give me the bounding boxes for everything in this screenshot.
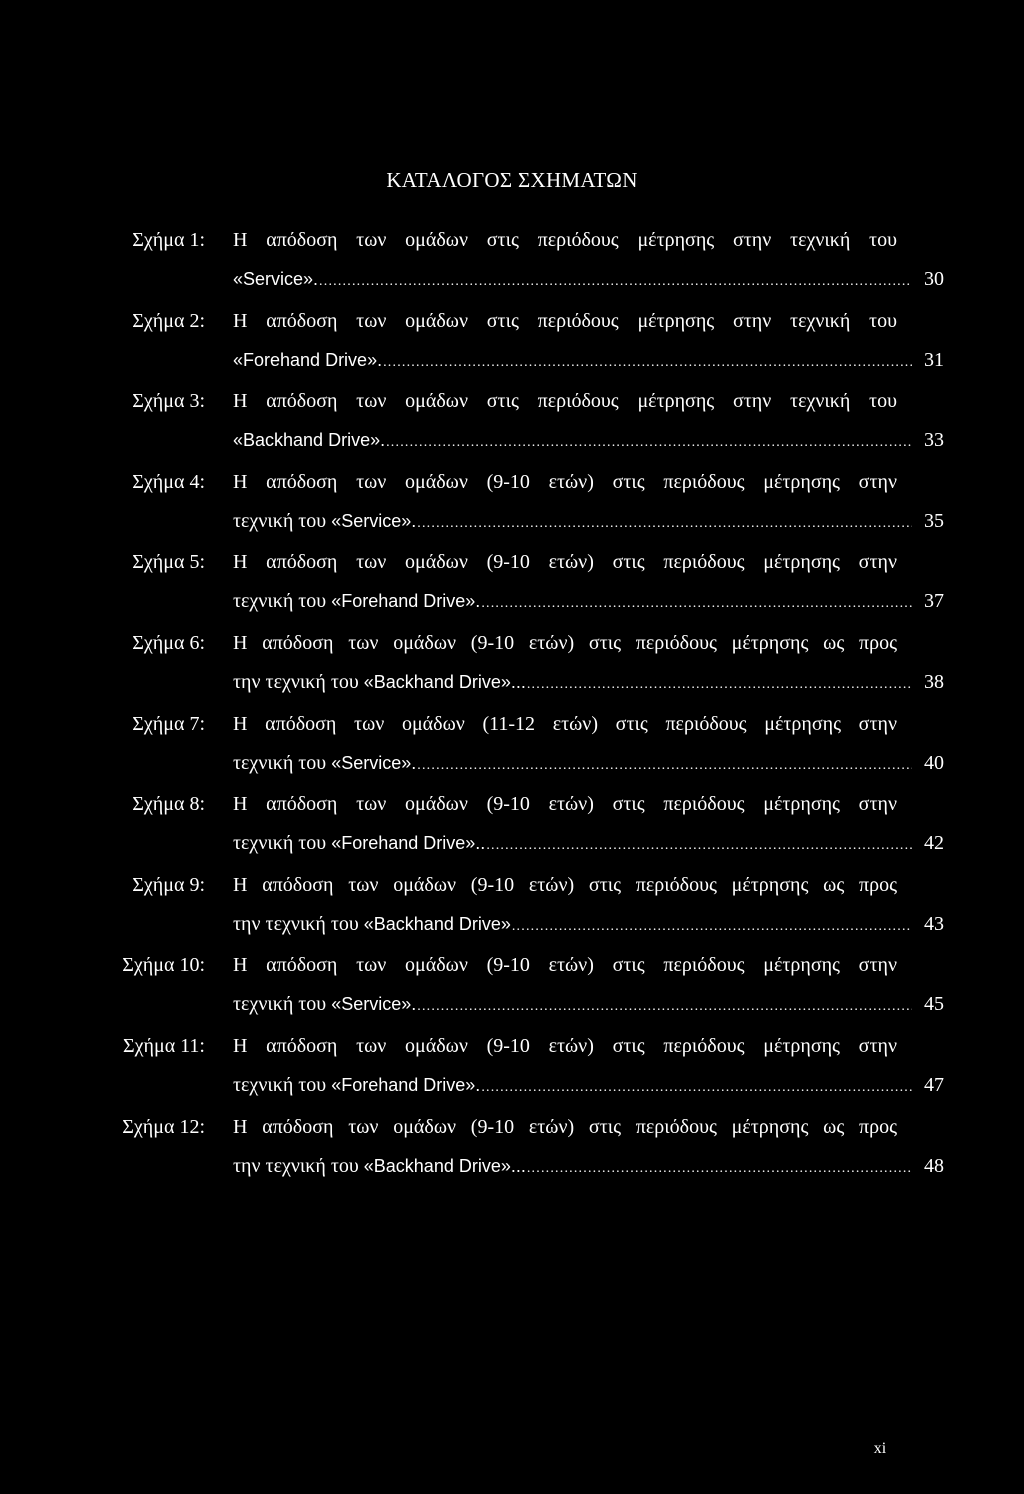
caption-greek: τεχνική του bbox=[233, 509, 332, 532]
figure-caption-line1: Η απόδοση των ομάδων (9-10 ετών) στις περιόδους μέτρησης στην bbox=[233, 954, 897, 977]
page-reference: 30 bbox=[924, 268, 944, 290]
caption-term: «Backhand Drive»... bbox=[363, 1155, 526, 1176]
toc-entry-6[interactable] bbox=[0, 625, 1024, 706]
figure-caption-line1: Η απόδοση των ομάδων (9-10 ετών) στις περιόδους μέτρησης στην bbox=[233, 551, 897, 574]
page-reference: 38 bbox=[924, 670, 944, 693]
caption-continuation bbox=[233, 503, 416, 539]
dot-leader bbox=[417, 748, 912, 784]
caption-term: «Service». bbox=[331, 752, 417, 773]
list-of-figures bbox=[0, 222, 1024, 1189]
caption-term: «Forehand Drive». bbox=[233, 349, 383, 370]
caption-continuation bbox=[233, 1067, 480, 1103]
dot-leader bbox=[512, 909, 912, 945]
figure-label: Σχήμα 11: bbox=[123, 1034, 205, 1057]
figure-caption-line2 bbox=[233, 745, 944, 784]
caption-greek: τεχνική του bbox=[233, 751, 332, 774]
toc-entry-4[interactable] bbox=[0, 464, 1024, 545]
figure-caption-line2 bbox=[233, 583, 944, 622]
figure-caption-line2 bbox=[233, 986, 944, 1025]
dot-leader bbox=[527, 1151, 912, 1187]
dot-leader bbox=[417, 506, 912, 542]
figure-label: Σχήμα 3: bbox=[132, 390, 205, 413]
toc-entry-12[interactable] bbox=[0, 1109, 1024, 1190]
page-number: xi bbox=[873, 1440, 887, 1457]
figure-caption-line2 bbox=[233, 906, 944, 945]
page-reference: 37 bbox=[924, 590, 944, 613]
toc-entry-11[interactable] bbox=[0, 1028, 1024, 1109]
figure-label: Σχήμα 7: bbox=[132, 712, 205, 735]
caption-continuation bbox=[233, 906, 511, 942]
figure-caption-line2 bbox=[233, 1067, 944, 1106]
figure-label: Σχήμα 5: bbox=[132, 551, 205, 574]
figure-caption-line2 bbox=[233, 261, 944, 300]
toc-entry-2[interactable] bbox=[0, 303, 1024, 384]
caption-term: «Backhand Drive»... bbox=[363, 671, 526, 692]
caption-greek: τεχνική του bbox=[233, 590, 332, 613]
dot-leader bbox=[481, 586, 912, 622]
caption-continuation bbox=[233, 825, 485, 861]
figure-caption-line2 bbox=[233, 825, 944, 864]
caption-continuation bbox=[233, 986, 416, 1022]
caption-term: «Backhand Drive» bbox=[363, 913, 511, 934]
figure-caption-line2 bbox=[233, 1148, 944, 1187]
caption-continuation bbox=[233, 664, 526, 700]
figure-caption-line1: Η απόδοση των ομάδων στις περιόδους μέτρησης στην τεχνική του bbox=[233, 229, 897, 251]
caption-greek: τεχνική του bbox=[233, 993, 332, 1016]
caption-greek: τεχνική του bbox=[233, 832, 332, 855]
figure-label: Σχήμα 2: bbox=[132, 309, 205, 332]
page-reference: 43 bbox=[924, 912, 944, 935]
toc-entry-7[interactable] bbox=[0, 706, 1024, 787]
toc-entry-10[interactable] bbox=[0, 947, 1024, 1028]
dot-leader bbox=[383, 345, 912, 381]
figure-caption-line2 bbox=[233, 664, 944, 703]
caption-term: «Service». bbox=[233, 269, 319, 289]
figure-label: Σχήμα 4: bbox=[132, 470, 205, 493]
caption-continuation bbox=[233, 422, 385, 458]
figure-caption-line1: Η απόδοση των ομάδων στις περιόδους μέτρησης στην τεχνική του bbox=[233, 390, 897, 413]
figure-label: Σχήμα 12: bbox=[122, 1115, 205, 1138]
figure-label: Σχήμα 1: bbox=[132, 229, 205, 251]
caption-greek: την τεχνική του bbox=[233, 1154, 364, 1177]
page-reference: 35 bbox=[924, 509, 944, 532]
figure-caption-line1: Η απόδοση των ομάδων (9-10 ετών) στις περιόδους μέτρησης στην bbox=[233, 1034, 897, 1057]
caption-greek: τεχνική του bbox=[233, 1073, 332, 1096]
toc-entry-3[interactable] bbox=[0, 383, 1024, 464]
figure-label: Σχήμα 6: bbox=[132, 631, 205, 654]
caption-continuation bbox=[233, 583, 480, 619]
figure-caption-line2 bbox=[233, 422, 944, 461]
page-reference: 42 bbox=[924, 832, 944, 855]
caption-greek: την τεχνική του bbox=[233, 670, 364, 693]
page-reference: 40 bbox=[924, 751, 944, 774]
page-reference: 31 bbox=[924, 348, 944, 371]
dot-leader bbox=[486, 828, 912, 864]
dot-leader bbox=[481, 1070, 912, 1106]
caption-continuation bbox=[233, 1148, 526, 1184]
figure-caption-line1: Η απόδοση των ομάδων (9-10 ετών) στις περιόδους μέτρησης ως προς bbox=[233, 631, 897, 654]
caption-greek: την τεχνική του bbox=[233, 912, 364, 935]
figure-caption-line2 bbox=[233, 503, 944, 542]
page-title: ΚΑΤΑΛΟΓΟΣ ΣΧΗΜΑΤΩΝ bbox=[386, 168, 638, 192]
page-reference: 45 bbox=[924, 993, 944, 1016]
figure-caption-line1: Η απόδοση των ομάδων στις περιόδους μέτρησης στην τεχνική του bbox=[233, 309, 897, 332]
dot-leader bbox=[417, 989, 912, 1025]
caption-term: «Forehand Drive». bbox=[331, 1074, 481, 1095]
caption-term: «Service». bbox=[331, 994, 417, 1015]
figure-label: Σχήμα 8: bbox=[132, 793, 205, 816]
caption-continuation bbox=[233, 261, 318, 297]
toc-entry-5[interactable] bbox=[0, 544, 1024, 625]
figure-caption-line1: Η απόδοση των ομάδων (9-10 ετών) στις περιόδους μέτρησης ως προς bbox=[233, 873, 897, 896]
page-reference: 33 bbox=[924, 429, 944, 452]
figure-label: Σχήμα 10: bbox=[122, 954, 205, 977]
dot-leader bbox=[527, 667, 912, 703]
caption-term: «Backhand Drive». bbox=[233, 430, 386, 451]
caption-term: «Service». bbox=[331, 510, 417, 531]
caption-term: «Forehand Drive». bbox=[331, 591, 481, 612]
toc-entry-9[interactable] bbox=[0, 867, 1024, 948]
figure-caption-line1: Η απόδοση των ομάδων (11-12 ετών) στις περιόδους μέτρησης στην bbox=[233, 712, 897, 735]
toc-entry-8[interactable] bbox=[0, 786, 1024, 867]
page-reference: 47 bbox=[924, 1073, 944, 1096]
figure-caption-line1: Η απόδοση των ομάδων (9-10 ετών) στις περιόδους μέτρησης ως προς bbox=[233, 1115, 897, 1138]
dot-leader bbox=[386, 425, 912, 461]
figure-label: Σχήμα 9: bbox=[132, 873, 205, 896]
caption-continuation bbox=[233, 745, 416, 781]
caption-term: «Forehand Drive».. bbox=[331, 833, 486, 854]
figure-caption-line2 bbox=[233, 342, 944, 381]
dot-leader bbox=[319, 264, 912, 300]
page-reference: 48 bbox=[924, 1154, 944, 1177]
toc-entry-1[interactable] bbox=[0, 222, 1024, 303]
caption-continuation bbox=[233, 342, 382, 378]
figure-caption-line1: Η απόδοση των ομάδων (9-10 ετών) στις περιόδους μέτρησης στην bbox=[233, 793, 897, 816]
figure-caption-line1: Η απόδοση των ομάδων (9-10 ετών) στις περιόδους μέτρησης στην bbox=[233, 470, 897, 493]
